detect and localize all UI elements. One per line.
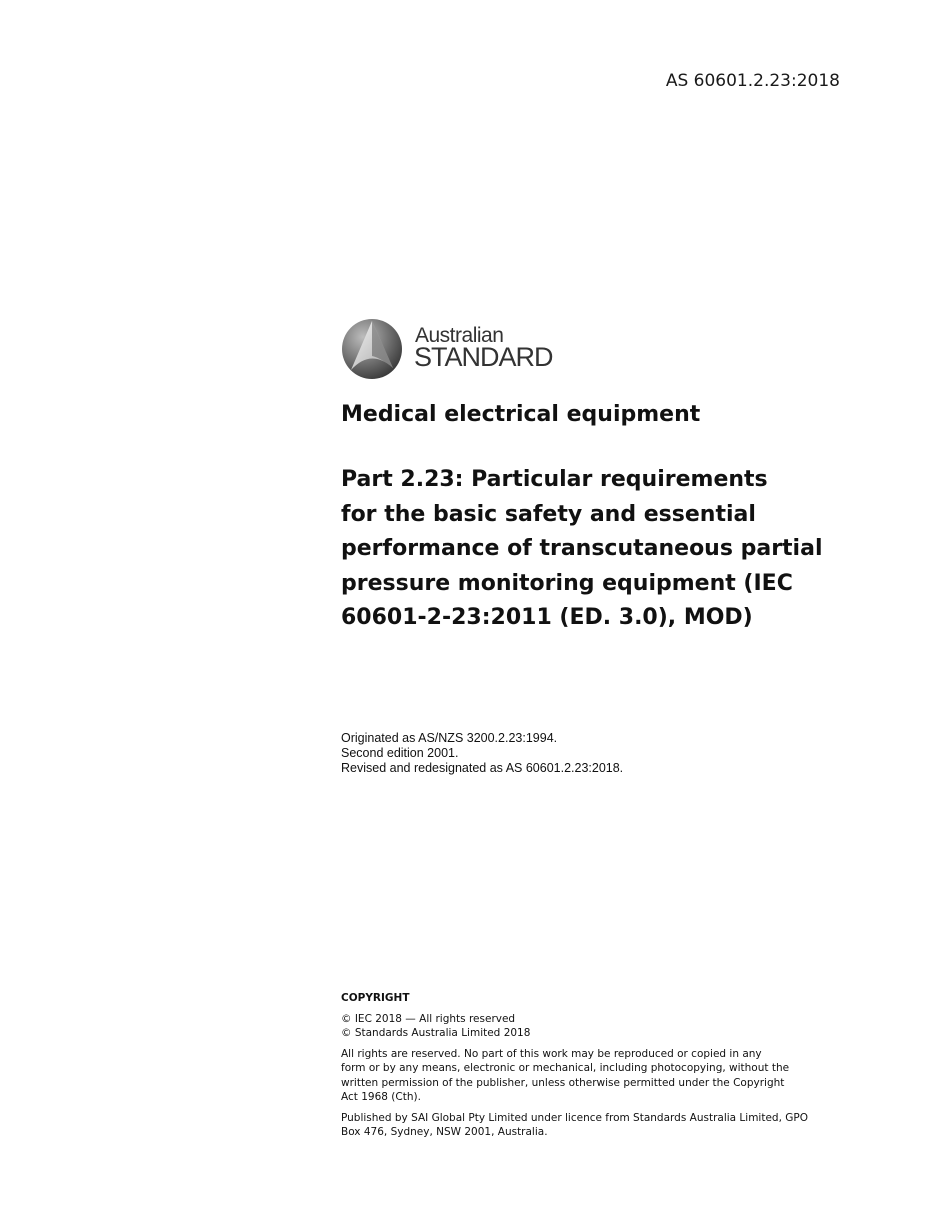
rights-line: All rights are reserved. No part of this work may be reproduced or copied in any	[341, 1047, 762, 1060]
standards-australia-triangle-logo-icon	[341, 318, 403, 380]
publisher-line: Published by SAI Global Pty Limited under licence from Standards Australia Limited, GPO	[341, 1111, 808, 1124]
edition-history	[341, 731, 623, 776]
document-part-title	[341, 463, 841, 636]
standards-australia-logo	[341, 318, 581, 380]
rights-statement	[341, 1047, 841, 1105]
standard-number: AS 60601.2.23:2018	[665, 71, 840, 91]
copyright-heading: COPYRIGHT	[341, 992, 410, 1004]
logo-text-australian: Australian	[415, 324, 504, 347]
rights-line: form or by any means, electronic or mechanical, including photocopying, without the	[341, 1062, 790, 1074]
part-title-line: 60601-2-23:2011 (ED. 3.0), MOD)	[341, 605, 753, 630]
copyright-block	[341, 991, 841, 1146]
copyright-holder-line: © Standards Australia Limited 2018	[341, 1027, 531, 1039]
logo-text-standard: STANDARD	[414, 342, 553, 372]
document-title: Medical electrical equipment	[341, 402, 701, 427]
part-title-line: performance of transcutaneous partial	[341, 536, 823, 561]
copyright-holder-line: © IEC 2018 — All rights reserved	[341, 1012, 516, 1025]
rights-line: Act 1968 (Cth).	[341, 1091, 421, 1103]
history-line: Originated as AS/NZS 3200.2.23:1994.	[341, 731, 558, 745]
part-title-line: Part 2.23: Particular requirements	[341, 467, 768, 492]
history-line: Revised and redesignated as AS 60601.2.23:2018.	[341, 761, 624, 775]
copyright-holders	[341, 1012, 841, 1041]
publisher-statement	[341, 1111, 841, 1140]
part-title-line: pressure monitoring equipment (IEC	[341, 570, 793, 596]
publisher-line: Box 476, Sydney, NSW 2001, Australia.	[341, 1126, 548, 1138]
history-line: Second edition 2001.	[341, 746, 459, 760]
rights-line: written permission of the publisher, unless otherwise permitted under the Copyright	[341, 1076, 785, 1089]
part-title-line: for the basic safety and essential	[341, 501, 756, 527]
